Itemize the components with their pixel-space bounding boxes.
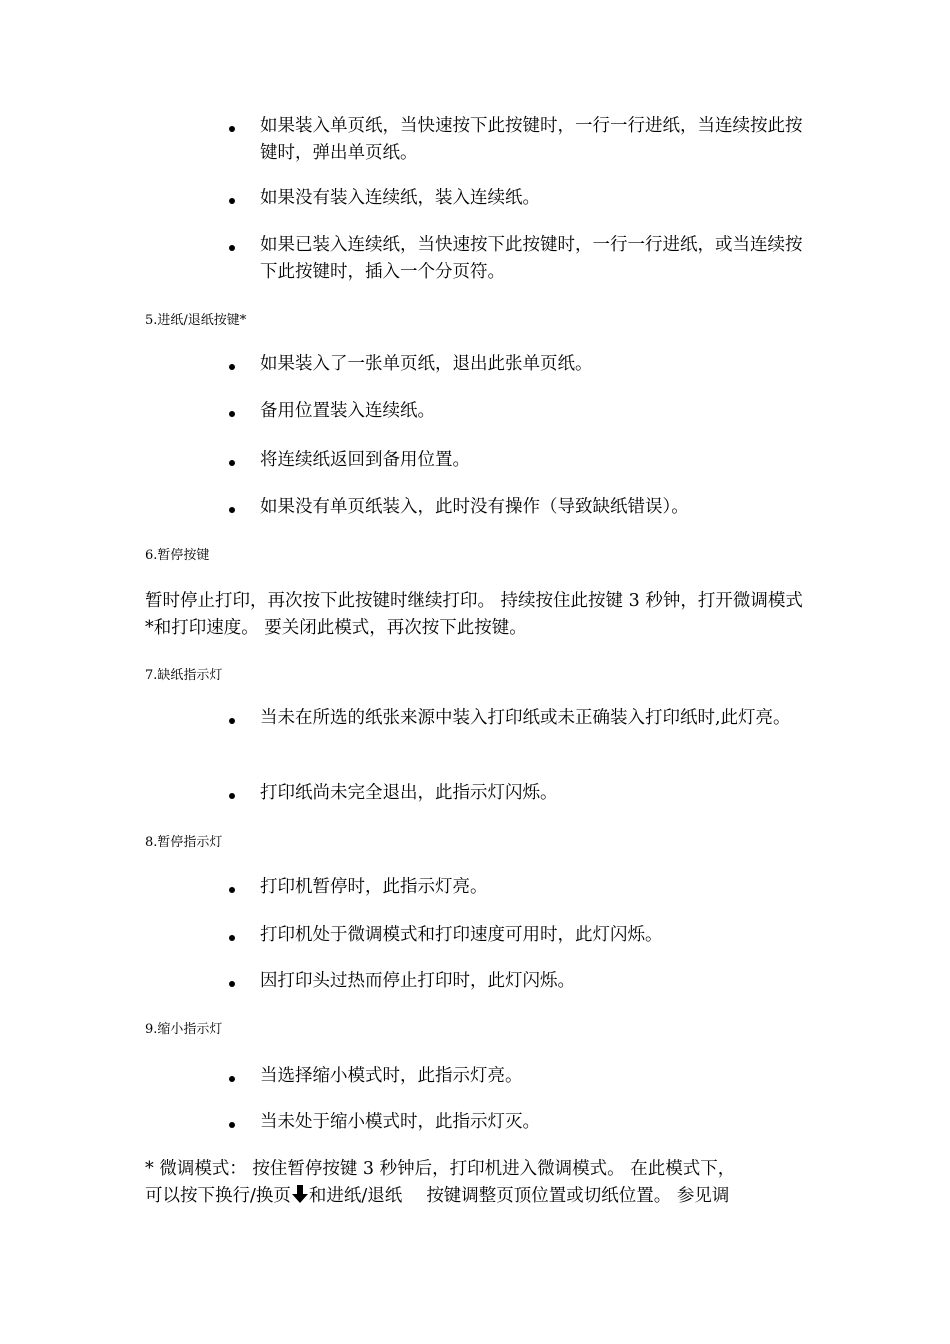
footnote-text: 可以按下换行/换页 xyxy=(145,1186,291,1206)
list-item xyxy=(229,1063,819,1090)
bullet-icon xyxy=(229,1076,235,1082)
list-item xyxy=(229,113,819,167)
list-item-text: 如果装入单页纸，当快速按下此按键时，一行一行进纸，当连续按此按键时，弹出单页纸。 xyxy=(260,116,803,163)
list-item xyxy=(229,968,819,995)
list-item-text: 如果没有单页纸装入，此时没有操作（导致缺纸错误）。 xyxy=(260,497,689,517)
bullet-icon xyxy=(229,364,235,370)
list-item-text: 当未在所选的纸张来源中装入打印纸或未正确装入打印纸时,此灯亮。 xyxy=(260,708,791,728)
footnote-line xyxy=(145,1183,810,1210)
list-item-text: 当未处于缩小模式时，此指示灯灭。 xyxy=(260,1112,540,1132)
list-item-text: 打印机处于微调模式和打印速度可用时，此灯闪烁。 xyxy=(260,925,663,945)
list-item-text: 备用位置装入连续纸。 xyxy=(260,401,435,421)
bullet-icon xyxy=(229,507,235,513)
footnote-text: 和进纸/退纸 xyxy=(308,1186,403,1206)
bullet-icon xyxy=(229,935,235,941)
footnote-text: 按键调整页顶位置或切纸位置。 参见调 xyxy=(426,1186,730,1206)
footnote xyxy=(145,1156,810,1210)
bullet-icon xyxy=(229,887,235,893)
list-item xyxy=(229,874,819,901)
list-item-text: 打印纸尚未完全退出，此指示灯闪烁。 xyxy=(260,783,558,803)
section-heading: 6.暂停按键 xyxy=(145,548,210,563)
bullet-icon xyxy=(229,460,235,466)
down-arrow-icon xyxy=(291,1184,309,1204)
list-item-text: 如果没有装入连续纸，装入连续纸。 xyxy=(260,188,540,208)
bullet-icon xyxy=(229,198,235,204)
bullet-icon xyxy=(229,981,235,987)
section-heading: 7.缺纸指示灯 xyxy=(145,668,223,683)
list-item xyxy=(229,398,819,425)
bullet-icon xyxy=(229,245,235,251)
list-item xyxy=(229,185,819,212)
bullet-icon xyxy=(229,1122,235,1128)
bullet-icon xyxy=(229,718,235,724)
section-heading: 5.进纸/退纸按键* xyxy=(145,313,247,328)
section-heading: 8.暂停指示灯 xyxy=(145,835,223,850)
list-item-text: 将连续纸返回到备用位置。 xyxy=(260,450,470,470)
section-heading: 9.缩小指示灯 xyxy=(145,1022,223,1037)
bullet-icon xyxy=(229,126,235,132)
list-item-text: 如果已装入连续纸，当快速按下此按键时，一行一行进纸，或当连续按下此按键时，插入一个分页符。 xyxy=(260,235,803,282)
list-item xyxy=(229,1109,819,1136)
list-item-text: 当选择缩小模式时，此指示灯亮。 xyxy=(260,1066,523,1086)
list-item-text: 如果装入了一张单页纸，退出此张单页纸。 xyxy=(260,354,593,374)
footnote-line: * 微调模式： 按住暂停按键 3 秒钟后，打印机进入微调模式。 在此模式下， xyxy=(145,1159,736,1179)
list-item xyxy=(229,232,819,286)
bullet-icon xyxy=(229,411,235,417)
paragraph: 暂时停止打印，再次按下此按键时继续打印。 持续按住此按键 3 秒钟，打开微调模式*和打印速度。 要关闭此模式，再次按下此按键。 xyxy=(145,591,803,638)
list-item xyxy=(229,922,819,949)
list-item-text: 因打印头过热而停止打印时，此灯闪烁。 xyxy=(260,971,575,991)
list-item xyxy=(229,494,819,521)
list-item xyxy=(229,705,819,732)
list-item xyxy=(229,780,819,807)
list-item xyxy=(229,447,819,474)
list-item xyxy=(229,351,819,378)
bullet-icon xyxy=(229,793,235,799)
list-item-text: 打印机暂停时，此指示灯亮。 xyxy=(260,877,488,897)
